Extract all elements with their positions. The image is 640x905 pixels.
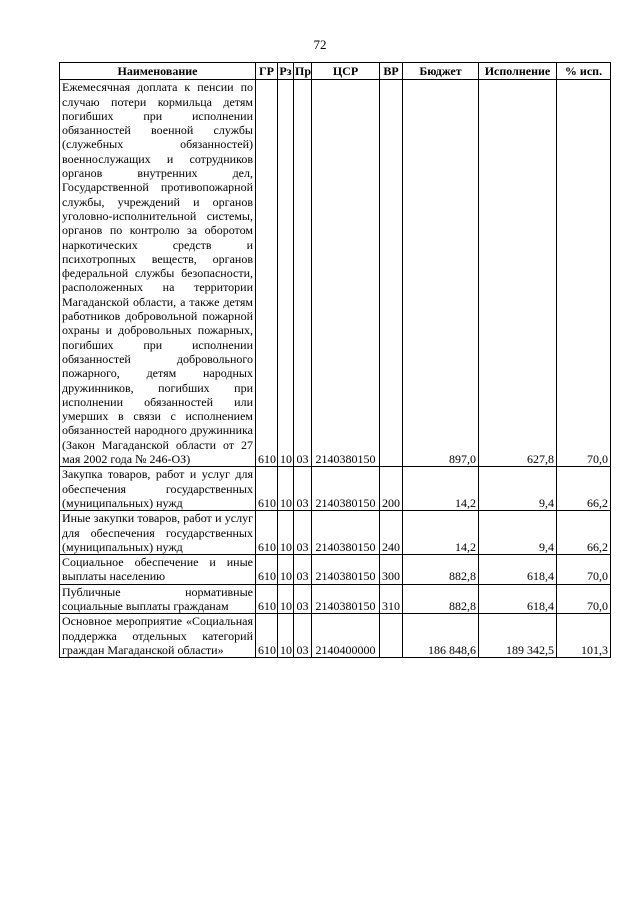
- row-csr-cell: 2140380150: [312, 584, 380, 614]
- row-percent-cell: 70,0: [557, 80, 611, 467]
- row-vr-cell: [380, 80, 403, 467]
- row-budget-cell: 897,0: [403, 80, 479, 467]
- table-row: [60, 555, 611, 585]
- row-csr-cell: 2140380150: [312, 467, 380, 511]
- row-pr-cell: 03: [294, 614, 312, 658]
- row-percent-cell: 66,2: [557, 467, 611, 511]
- row-budget-cell: 882,8: [403, 555, 479, 585]
- row-gr-cell: 610: [256, 584, 278, 614]
- header-name: Наименование: [60, 63, 256, 80]
- row-gr-cell: 610: [256, 467, 278, 511]
- header-rz: Рз: [279, 64, 292, 78]
- row-percent-cell: 101,3: [557, 614, 611, 658]
- row-execution-cell: 618,4: [479, 584, 557, 614]
- row-name-cell: Иные закупки товаров, работ и услуг для обеспечения государственных (муниципальных) нужд: [60, 511, 256, 555]
- row-pr-cell: 03: [294, 80, 312, 467]
- header-execution: Исполнение: [479, 63, 557, 80]
- row-name-cell: Закупка товаров, работ и услуг для обеспечения государственных (муниципальных) нужд: [60, 467, 256, 511]
- row-budget-cell: 186 848,6: [403, 614, 479, 658]
- row-name-cell: Социальное обеспечение и иные выплаты населению: [60, 555, 256, 585]
- row-budget-cell: 882,8: [403, 584, 479, 614]
- row-gr-cell: 610: [256, 614, 278, 658]
- row-rz-cell: 10: [278, 584, 294, 614]
- header-pr: Пр: [295, 64, 312, 78]
- header-gr: ГР: [256, 63, 278, 80]
- row-vr-cell: 200: [380, 467, 403, 511]
- row-vr-cell: [380, 614, 403, 658]
- table-row: [60, 614, 611, 658]
- row-gr-cell: 610: [256, 555, 278, 585]
- row-pr-cell: 03: [294, 511, 312, 555]
- row-rz-cell: 10: [278, 467, 294, 511]
- row-gr-cell: 610: [256, 80, 278, 467]
- row-percent-cell: 66,2: [557, 511, 611, 555]
- row-pr-cell: 03: [294, 467, 312, 511]
- row-pr-cell: 03: [294, 555, 312, 585]
- header-budget: Бюджет: [403, 63, 479, 80]
- row-csr-cell: 2140380150: [312, 511, 380, 555]
- table-row: [60, 467, 611, 511]
- page-number: 72: [313, 37, 327, 52]
- row-execution-cell: 189 342,5: [479, 614, 557, 658]
- header-percent: % исп.: [557, 63, 611, 80]
- row-execution-cell: 9,4: [479, 467, 557, 511]
- row-csr-cell: 2140380150: [312, 80, 380, 467]
- row-csr-cell: 2140400000: [312, 614, 380, 658]
- row-percent-cell: 70,0: [557, 584, 611, 614]
- row-vr-cell: 300: [380, 555, 403, 585]
- row-execution-cell: 627,8: [479, 80, 557, 467]
- row-percent-cell: 70,0: [557, 555, 611, 585]
- row-name-cell: Основное мероприятие «Социальная поддержка отдельных категорий граждан Магаданской области»: [60, 614, 256, 658]
- row-rz-cell: 10: [278, 511, 294, 555]
- table-row: [60, 80, 611, 467]
- row-rz-cell: 10: [278, 80, 294, 467]
- row-name-cell: Ежемесячная доплата к пенсии по случаю потери кормильца детям погибших при исполнении обязанностей военной службы (служебных обязанностей) военнослужащих и сотрудников органов внутренних дел, Государственной противопожарной службы, учреждений и органов уголовно-исполнительной системы, органов по контролю за оборотом наркотических средств и психотропных веществ, органов федеральной службы безопасности, расположенных на территории Магаданской области, а также детям работников добровольной пожарной охраны и добровольных пожарных, погибших при исполнении обязанностей добровольного пожарного, детям народных дружинников, погибших при исполнении обязанностей или умерших в связи с исполнением обязанностей народного дружинника (Закон Магаданской области от 27 мая 2002 года № 246-ОЗ): [60, 80, 256, 467]
- row-rz-cell: 10: [278, 555, 294, 585]
- header-vr: ВР: [380, 63, 403, 80]
- row-vr-cell: 240: [380, 511, 403, 555]
- row-pr-cell: 03: [294, 584, 312, 614]
- row-csr-cell: 2140380150: [312, 555, 380, 585]
- table-header-row: [60, 63, 611, 80]
- row-execution-cell: 618,4: [479, 555, 557, 585]
- row-gr-cell: 610: [256, 511, 278, 555]
- row-name-cell: Публичные нормативные социальные выплаты гражданам: [60, 584, 256, 614]
- row-budget-cell: 14,2: [403, 467, 479, 511]
- row-vr-cell: 310: [380, 584, 403, 614]
- row-execution-cell: 9,4: [479, 511, 557, 555]
- header-csr: ЦСР: [312, 63, 380, 80]
- table-row: [60, 511, 611, 555]
- table-row: [60, 584, 611, 614]
- budget-execution-table: [59, 62, 611, 658]
- row-budget-cell: 14,2: [403, 511, 479, 555]
- row-rz-cell: 10: [278, 614, 294, 658]
